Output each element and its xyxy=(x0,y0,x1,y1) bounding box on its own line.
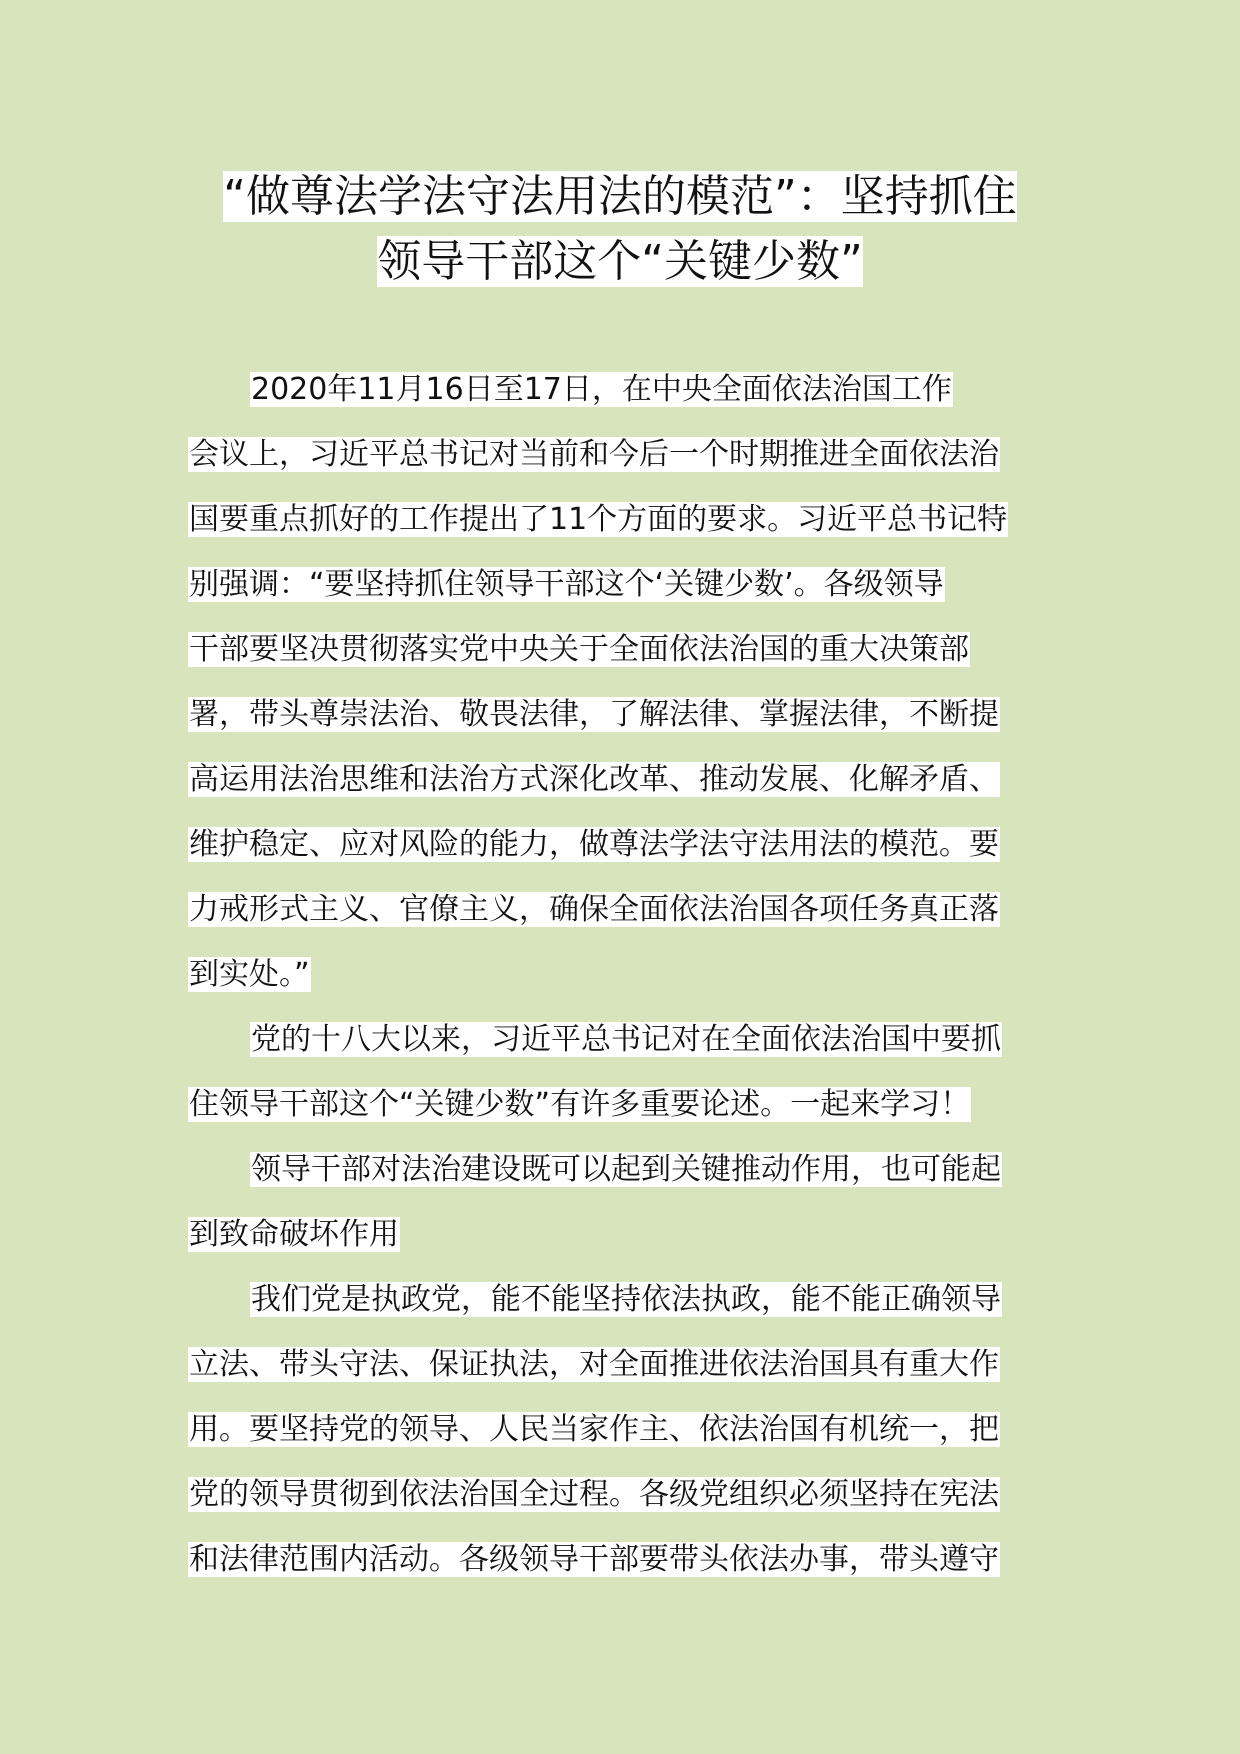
body-line: 住领导干部这个“关键少数”有许多重要论述。一起来学习！ xyxy=(189,1087,971,1122)
body-line: 干部要坚决贯彻落实党中央关于全面依法治国的重大决策部 xyxy=(189,632,969,667)
body-line: 2020年11月16日至17日，在中央全面依法治国工作 xyxy=(251,372,952,407)
body-line: 和法律范围内活动。各级领导干部要带头依法办事，带头遵守 xyxy=(189,1542,999,1577)
body-line: 我们党是执政党，能不能坚持依法执政，能不能正确领导 xyxy=(251,1282,1001,1317)
body-line: 署，带头尊崇法治、敬畏法律，了解法律、掌握法律，不断提 xyxy=(189,697,999,732)
document-title-line-2: 领导干部这个“关键少数” xyxy=(377,236,863,287)
body-line: 党的十八大以来，习近平总书记对在全面依法治国中要抓 xyxy=(251,1022,1001,1057)
body-line: 到致命破坏作用 xyxy=(189,1217,399,1252)
body-line: 别强调：“要坚持抓住领导干部这个‘关键少数’。各级领导 xyxy=(189,567,944,602)
body-line: 立法、带头守法、保证执法，对全面推进依法治国具有重大作 xyxy=(189,1347,999,1382)
body-line: 会议上，习近平总书记对当前和今后一个时期推进全面依法治 xyxy=(189,437,999,472)
body-line: 高运用法治思维和法治方式深化改革、推动发展、化解矛盾、 xyxy=(189,762,999,797)
body-line: 领导干部对法治建设既可以起到关键推动作用，也可能起 xyxy=(251,1152,1001,1187)
body-line: 用。要坚持党的领导、人民当家作主、依法治国有机统一，把 xyxy=(189,1412,999,1447)
body-line: 维护稳定、应对风险的能力，做尊法学法守法用法的模范。要 xyxy=(189,827,999,862)
document-title-line-1: “做尊法学法守法用法的模范”：坚持抓住 xyxy=(223,171,1017,222)
body-line: 国要重点抓好的工作提出了11个方面的要求。习近平总书记特 xyxy=(189,502,1008,537)
body-line: 力戒形式主义、官僚主义，确保全面依法治国各项任务真正落 xyxy=(189,892,999,927)
body-line: 党的领导贯彻到依法治国全过程。各级党组织必须坚持在宪法 xyxy=(189,1477,999,1512)
body-line: 到实处。” xyxy=(189,957,310,992)
